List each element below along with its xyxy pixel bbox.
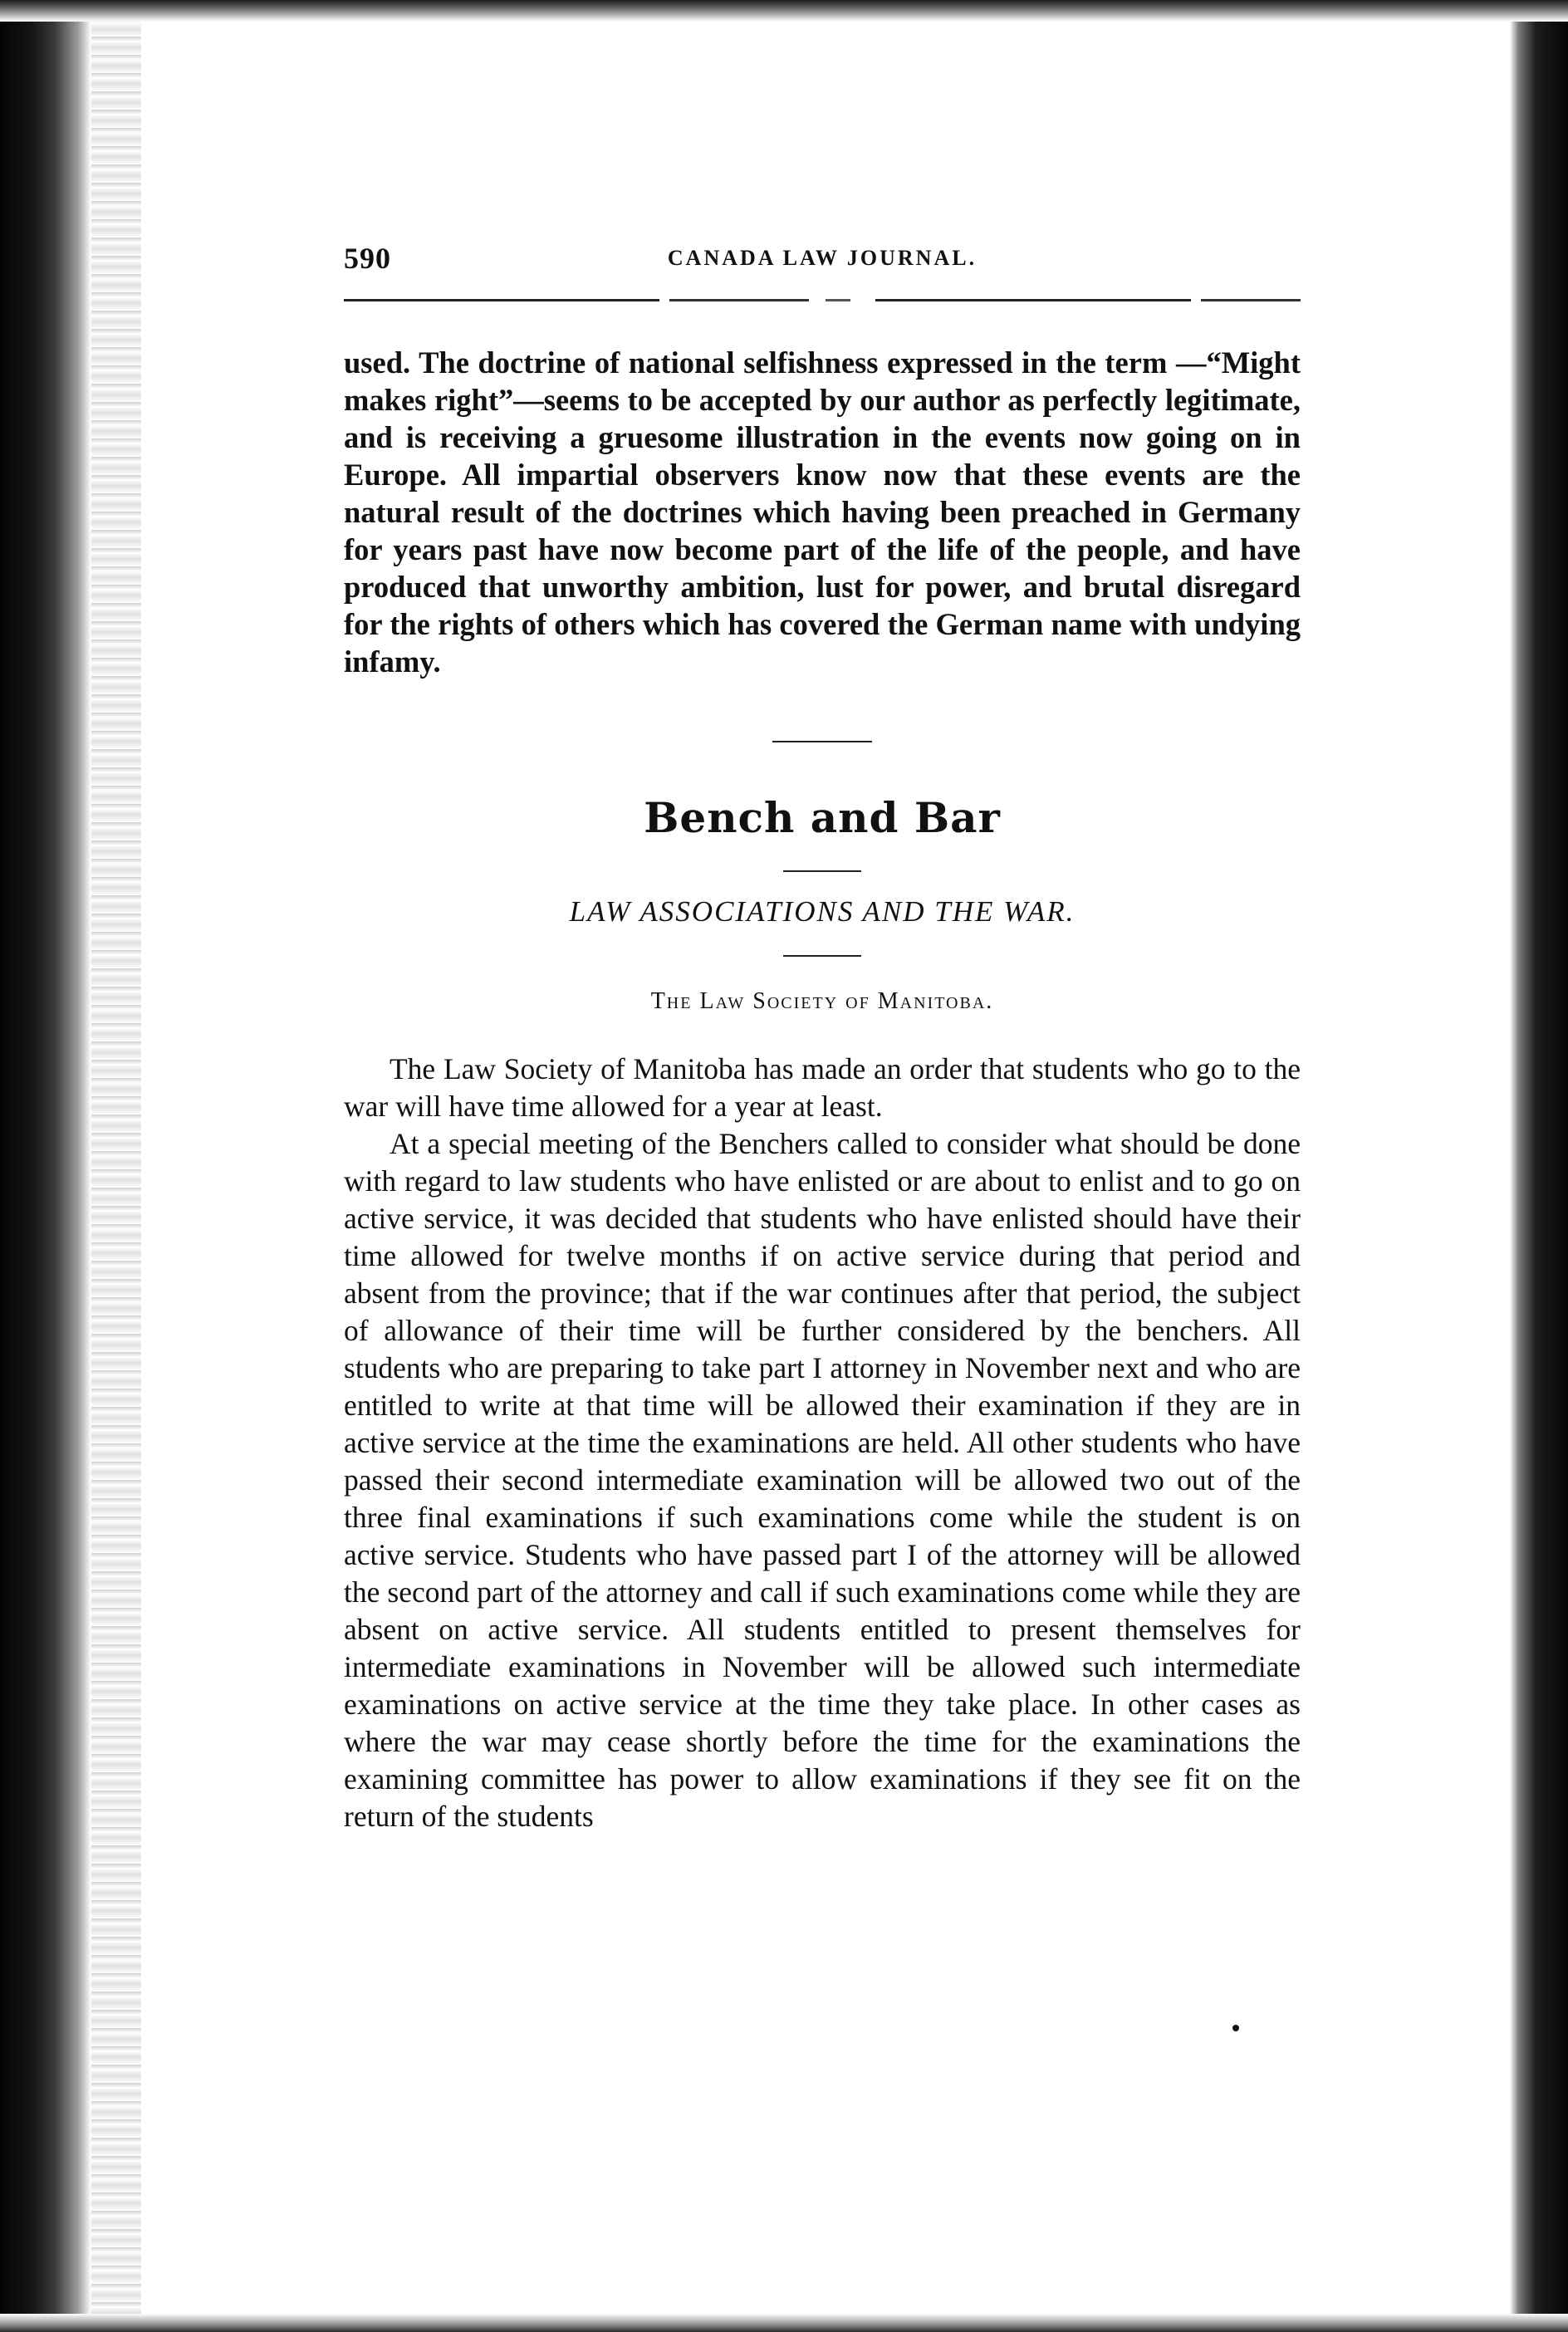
subtitle-underline xyxy=(783,955,861,957)
journal-title: CANADA LAW JOURNAL. xyxy=(667,246,978,270)
scan-right-edge xyxy=(1510,0,1568,2332)
section-divider xyxy=(772,741,872,742)
header-rule xyxy=(344,299,1301,301)
title-underline xyxy=(783,870,861,872)
subsection-title: LAW ASSOCIATIONS AND THE WAR. xyxy=(569,895,1076,928)
opening-paragraph: used. The doctrine of national selfishness expressed in the term —“Might makes right”—seems to be accepted by our author as perfectly legitimate, and is receiving a gruesome illustration in the events now going on in Europe. All impartial observers know now that these events are the natural result of the doctrines which having been preached in Germany for years past have now become part of the life of the people, and have produced that unworthy ambition, lust for power, and brutal disregard for the rights of others which has covered the German name with undying infamy. xyxy=(344,345,1301,679)
section-title: Bench and Bar xyxy=(644,793,1001,842)
body-paragraph: At a special meeting of the Benchers called to consider what should be done with regard to law students who have enlisted or are about to enlist and to go on active service, it was decided that students who have enlisted should have their time allowed for twelve months if on active service during that period and absent from the province; that if the war continues after that period, the subject of allowance of their time will be further considered by the benchers. All students who are preparing to take part I attorney in November next and who are entitled to write at that time will be allowed their examination if they are in active service at the time the examinations are held. All other students who have passed their second intermediate examination will be allowed two out of the three final examinations if such examinations come while the student is on active service. Students who have passed part I of the attorney will be allowed the second part of the attorney and call if such examinations come while they are absent on active service. All students entitled to present themselves for intermediate examinations in November will be allowed such intermediate examinations on active service at the time they take place. In other cases as where the war may cease shortly before the time for the examinations the examining committee has power to allow examinations if they see fit on the return of the students xyxy=(344,1127,1301,1833)
scan-left-speckle xyxy=(91,0,141,2332)
scan-bottom-edge xyxy=(0,2314,1568,2332)
body-paragraph: The Law Society of Manitoba has made an order that students who go to the war will have time allowed for a year at least. xyxy=(344,1052,1301,1123)
page-number: 590 xyxy=(344,242,391,275)
scan-left-edge xyxy=(0,0,91,2332)
stray-mark xyxy=(1232,2025,1239,2031)
scan-top-edge xyxy=(0,0,1568,22)
society-heading: The Law Society of Manitoba. xyxy=(650,988,994,1014)
page-header xyxy=(344,241,1301,291)
